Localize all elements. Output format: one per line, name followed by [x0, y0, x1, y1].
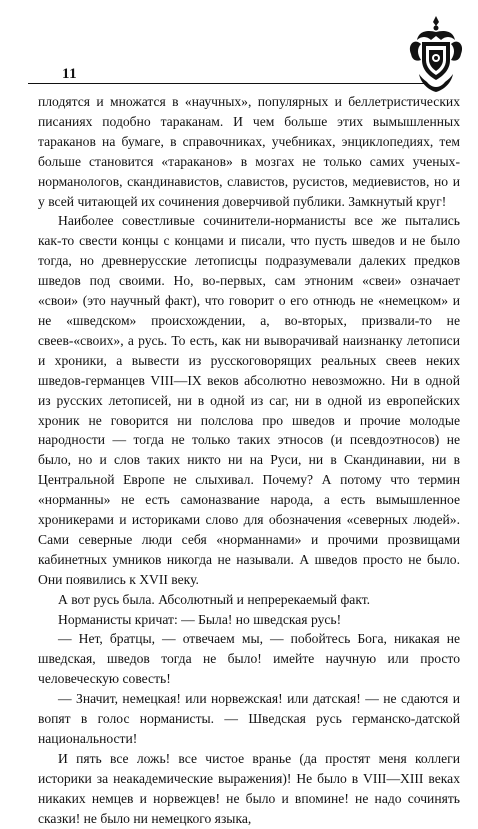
paragraph: Наиболее совестливые сочинители-норманисты все же пытались как-то свести концы с концами и писали, что пусть шведов и не было тогда, но древнерусские летописцы подразумевали далеких предков шведов под своими. Но, во-первых, сам этноним «свеи» означает «свои» (это научный факт), что говорит о его отнюдь не «немецком» и не «шведском» происхождении, а, во-вторых, призвали-то не свеев-«своих», а русь. То есть, как ни выворачивай наизнанку летописи и хроники, а вывести из русскоговорящих реальных свеев неких шведов-германцев VIII—IX веков абсолютно невозможно. Ни в одной из русских летописей, ни в одной из саг, ни в одной из европейских хроник не говорится ни полслова про шведов и прочие молодые народности — тогда не только таких этносов (и псевдоэтносов) не было, но и слов таких никто ни на Руси, ни в Скандинавии, ни в Центральной Европе не слыхивал. Почему? А потому что термин «норманны» не есть самоназвание народа, а есть вымышленное хроникерами и историками слово для обозначения «северных людей». Сами северные люди себя «норманнами» и прочими прозвищами кабинетных умников никогда не называли. А шведов просто не было. Они появились к XVII веку. [38, 213, 460, 587]
page-body-text [38, 92, 460, 829]
paragraph: — Нет, братцы, — отвечаем мы, — побойтесь Бога, никакая не шведская, шведов тогда не было! имейте научную или просто человеческую совесть! [38, 631, 460, 687]
header-rule [28, 83, 424, 84]
page-header [28, 66, 424, 88]
paragraph: И пять все ложь! все чистое вранье (да простят меня коллеги историки за неакадемические выражения)! Не было в VIII—XIII веках никаких немцев и норвежцев! не было и впомине! не надо сочинять сказки! не было ни немецкого языка, [38, 750, 460, 826]
paragraph: — Значит, немецкая! или норвежская! или датская! — не сдаются и вопят в голос норманисты. — Шведская русь германско-датской национальности! [38, 691, 460, 746]
heraldic-crest-icon [405, 14, 467, 94]
paragraph: Норманисты кричат: — Была! но шведская русь! [58, 611, 342, 627]
paragraph: А вот русь была. Абсолютный и непререкаемый факт. [58, 591, 371, 607]
paragraph: плодятся и множатся в «научных», популярных и беллетристических писаниях подобно тараканам. И чем больше этих вымышленных тараканов на бумаге, в справочниках, учебниках, энциклопедиях, тем больше становится «тараканов» в мозгах не только самих ученых-норманологов, скандинавистов, славистов, русистов, медиевистов, но и у всей читающей их сочинения доверчивой публики. Замкнутый круг! [38, 94, 460, 209]
page-number: 11 [62, 66, 78, 82]
